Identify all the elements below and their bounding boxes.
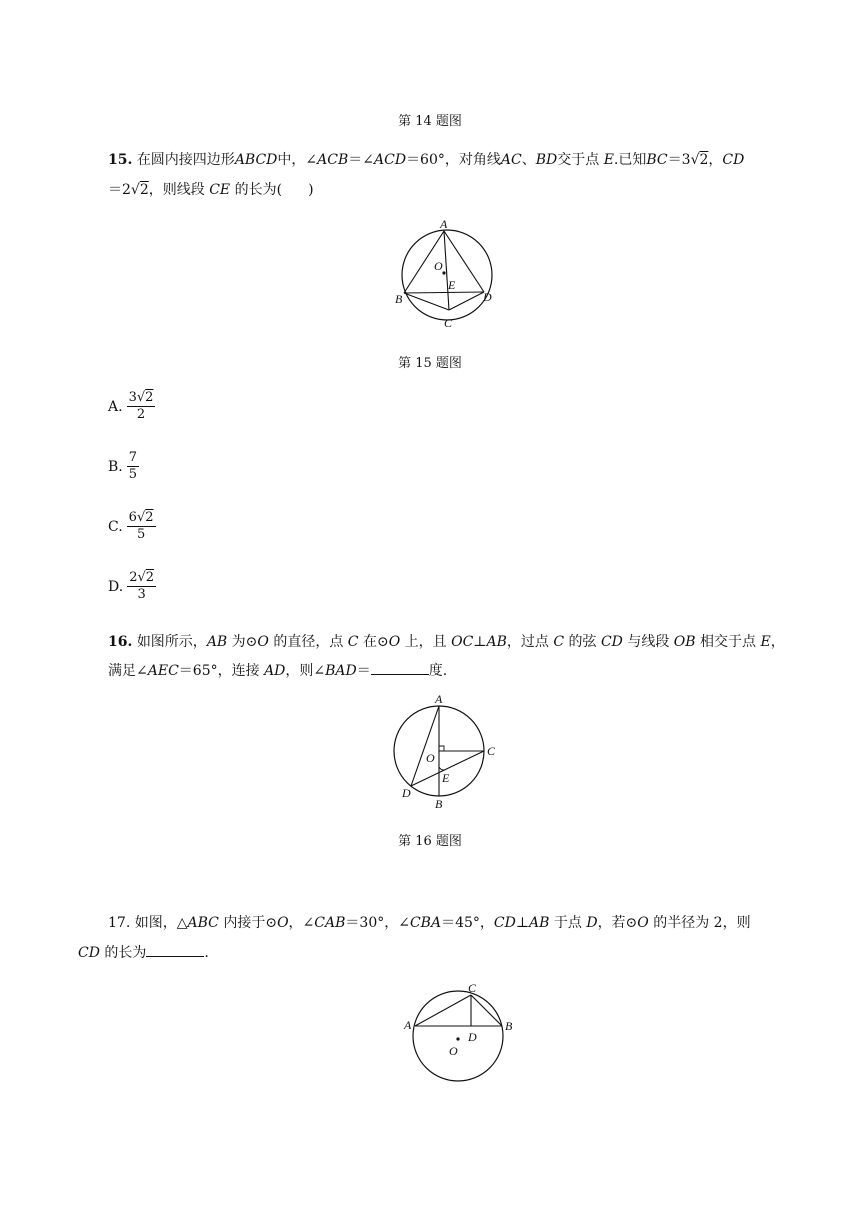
math-var: ACB xyxy=(317,152,349,168)
question-number: 15. xyxy=(108,152,133,168)
text: 的弦 xyxy=(568,634,597,650)
text: 内接于⊙ xyxy=(223,915,278,931)
math-var: CD xyxy=(722,152,745,168)
math-var: CD xyxy=(493,915,516,931)
numerator-coef: 6 xyxy=(128,510,137,525)
question-15-line-2 xyxy=(108,180,314,200)
math-var: O xyxy=(277,915,289,931)
question-17-line-1 xyxy=(108,913,751,933)
figure-15 xyxy=(388,212,508,337)
text: ，∠ xyxy=(288,915,315,931)
math-var: O xyxy=(388,634,401,650)
math-var: CD xyxy=(78,945,100,961)
center-point xyxy=(456,1037,459,1040)
math-var: AB xyxy=(486,634,507,650)
text: ＝∠ xyxy=(348,152,375,168)
numerator-coef: 3 xyxy=(128,390,137,405)
math-var: BD xyxy=(535,152,558,168)
math-var: AB xyxy=(529,915,550,931)
label-o: O xyxy=(434,259,443,273)
math-var: CE xyxy=(209,182,231,198)
math-var: BC xyxy=(646,152,668,168)
answer-blank[interactable] xyxy=(371,660,429,675)
math-var: ABCD xyxy=(234,152,278,168)
text: ，过点 xyxy=(506,634,549,650)
text: 如图，△ xyxy=(134,915,188,931)
text: ) xyxy=(308,182,314,198)
label-b: B xyxy=(505,1019,513,1033)
figure-caption-16: 第 16 题图 xyxy=(398,834,462,849)
fraction xyxy=(127,450,139,483)
question-16-line-2 xyxy=(108,660,447,681)
math-var: O xyxy=(637,915,649,931)
math-var: CBA xyxy=(409,915,442,931)
text: ＝30°，∠ xyxy=(345,915,410,931)
text: ⊥ xyxy=(473,634,487,650)
math-var: AD xyxy=(264,663,286,679)
math-var: CAB xyxy=(314,915,346,931)
math-var: E xyxy=(760,634,771,650)
label-o: O xyxy=(449,1044,458,1058)
math-var: ABC xyxy=(187,915,219,931)
sqrt-symbol: √ xyxy=(130,182,140,198)
label-c: C xyxy=(468,981,477,995)
text: 的长为( xyxy=(234,182,283,198)
text: ，则线段 xyxy=(148,182,205,198)
figure-caption-14: 第 14 题图 xyxy=(398,114,462,129)
answer-blank[interactable] xyxy=(146,942,204,957)
denominator: 5 xyxy=(128,467,138,482)
numerator: 7 xyxy=(128,450,138,465)
math-var: AB xyxy=(206,634,228,650)
label-d: D xyxy=(483,290,492,304)
sqrt-symbol: √ xyxy=(690,152,700,168)
text: 上，且 xyxy=(404,634,447,650)
text: ， xyxy=(770,634,785,650)
math-var: OB xyxy=(673,634,696,650)
label-o: O xyxy=(426,751,435,765)
question-16-line-1 xyxy=(108,632,785,652)
label-c: C xyxy=(444,316,453,330)
text: ＝ xyxy=(356,663,371,679)
option-b[interactable] xyxy=(108,450,139,483)
center-point xyxy=(442,271,445,274)
math-var: D xyxy=(586,915,598,931)
label-a: A xyxy=(404,1018,412,1032)
text: 、 xyxy=(521,152,536,168)
math-var: AC xyxy=(500,152,522,168)
radicand: 2 xyxy=(145,390,154,405)
label-b: B xyxy=(435,797,443,811)
text: ＝45°， xyxy=(441,915,494,931)
fraction: $\frac{2√2}{3}$ xyxy=(129,570,155,602)
label-b: B xyxy=(395,292,403,306)
question-17-line-2 xyxy=(78,942,209,963)
label-e: E xyxy=(448,278,456,292)
label-d: D xyxy=(468,1030,477,1044)
text: 度. xyxy=(428,663,448,679)
text: 的直径，点 xyxy=(273,634,344,650)
text: 满足∠ xyxy=(108,663,148,679)
option-label: A. xyxy=(108,398,123,415)
option-label: C. xyxy=(108,518,123,535)
text: ＝60°，对角线 xyxy=(406,152,501,168)
text: 如图所示， xyxy=(136,634,207,650)
denominator: 3 xyxy=(137,587,146,602)
question-15-line-1 xyxy=(108,150,744,170)
text: ＝3 xyxy=(667,152,691,168)
math-var: E xyxy=(603,152,614,168)
text: ⊥ xyxy=(515,915,530,931)
fraction: $\frac{3√2}{2}$ xyxy=(128,390,154,422)
denominator: 2 xyxy=(136,407,146,422)
text: ＝2 xyxy=(108,182,131,198)
text: .已知 xyxy=(613,152,647,168)
text: 中，∠ xyxy=(277,152,318,168)
option-a[interactable] xyxy=(108,390,155,423)
text: ， xyxy=(708,152,723,168)
numerator-coef: 2 xyxy=(129,570,138,585)
math-var: ACD xyxy=(374,152,407,168)
text: 相交于点 xyxy=(700,634,757,650)
figure-17 xyxy=(398,978,522,1090)
option-label: D. xyxy=(108,578,124,595)
radicand: 2 xyxy=(699,152,709,168)
option-label: B. xyxy=(108,458,123,475)
text: 于点 xyxy=(553,915,582,931)
label-a: A xyxy=(440,217,448,231)
text: . xyxy=(204,945,209,961)
option-d[interactable] xyxy=(108,570,156,603)
label-a: A xyxy=(435,692,443,706)
math-var: OC xyxy=(451,634,474,650)
circle-o xyxy=(413,991,503,1081)
text: 的长为 xyxy=(104,945,147,961)
question-number: 17. xyxy=(108,915,131,931)
label-d: D xyxy=(402,786,411,800)
math-var: C xyxy=(347,634,359,650)
radicand: 2 xyxy=(145,510,154,525)
math-var: C xyxy=(553,634,565,650)
math-var: AEC xyxy=(147,663,179,679)
text: 与线段 xyxy=(627,634,670,650)
figure-16 xyxy=(388,692,508,812)
math-var: CD xyxy=(600,634,623,650)
denominator: 5 xyxy=(136,527,146,542)
text: 的半径为 2，则 xyxy=(653,915,751,931)
radicand: 2 xyxy=(145,570,155,585)
text: ，若⊙ xyxy=(597,915,638,931)
text: ＝65°，连接 xyxy=(178,663,260,679)
radicand: 2 xyxy=(139,182,149,198)
text: 在圆内接四边形 xyxy=(136,152,235,168)
math-var: O xyxy=(257,634,269,650)
fraction: $\frac{6√2}{5}$ xyxy=(128,510,154,542)
math-var: BAD xyxy=(325,663,357,679)
text: 交于点 xyxy=(557,152,600,168)
right-angle-mark xyxy=(439,746,444,751)
label-e: E xyxy=(442,771,450,785)
option-c[interactable] xyxy=(108,510,156,543)
text: 为⊙ xyxy=(231,634,258,650)
figure-caption-15: 第 15 题图 xyxy=(398,356,462,371)
label-c: C xyxy=(487,744,496,758)
question-number: 16. xyxy=(108,634,133,650)
text: 在⊙ xyxy=(362,634,389,650)
text: ，则∠ xyxy=(285,663,326,679)
